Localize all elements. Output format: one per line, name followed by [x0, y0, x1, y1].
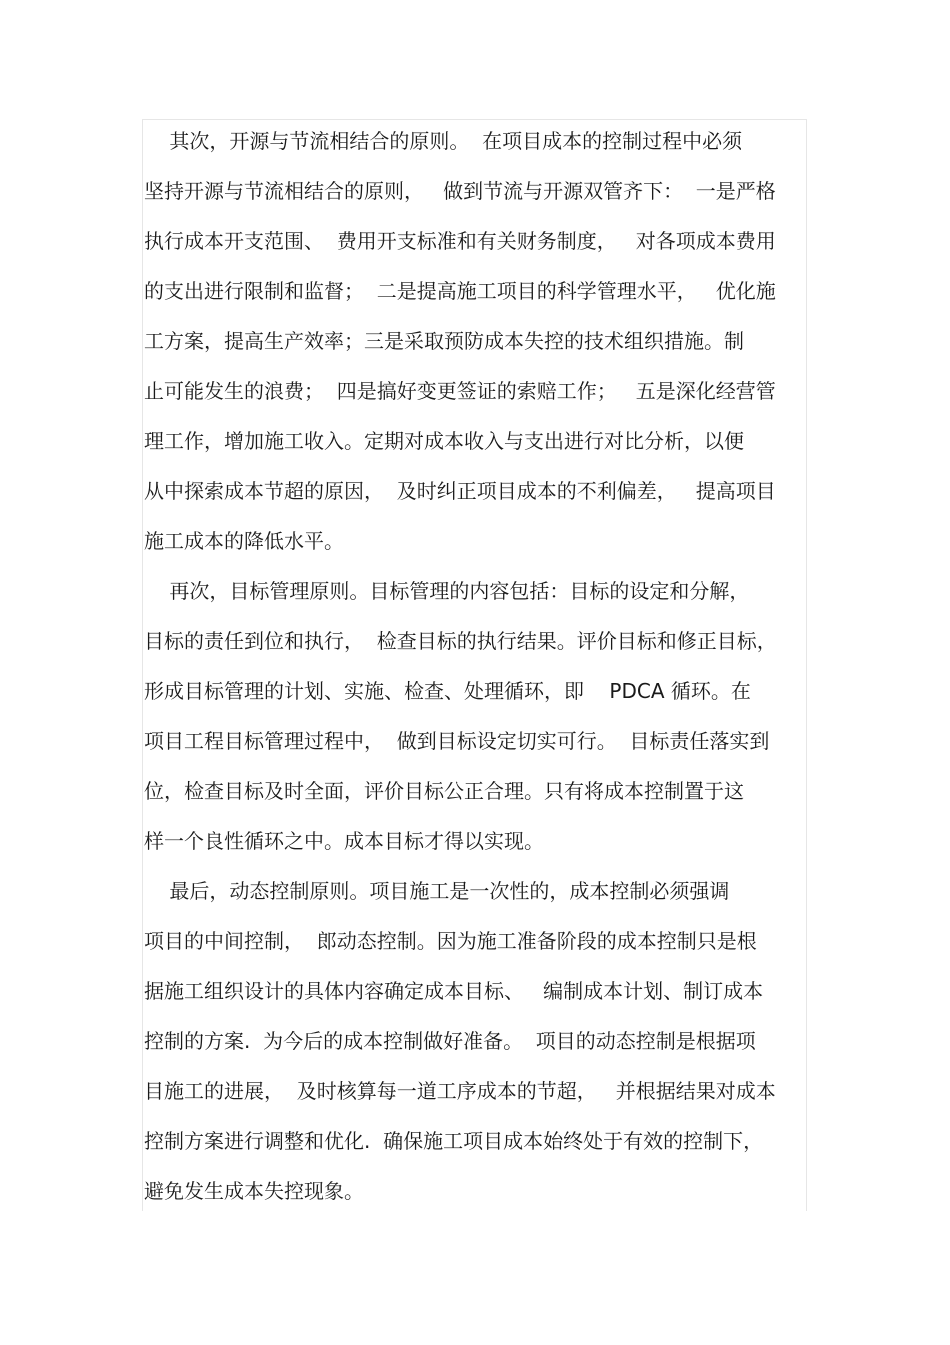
text-line: 位，检查目标及时全面，评价目标公正合理。只有将成本控制置于这: [144, 779, 744, 803]
text-line: 控制方案进行调整和优化. 确保施工项目成本始终处于有效的控制下，: [144, 1129, 764, 1153]
text-line: 样一个良性循环之中。成本目标才得以实现。: [144, 829, 544, 853]
text-line: 项目工程目标管理过程中， 做到目标设定切实可行。 目标责任落实到: [144, 729, 770, 753]
text-line: 目施工的进展， 及时核算每一道工序成本的节超， 并根据结果对成本: [144, 1079, 776, 1103]
text-line: 目标的责任到位和执行， 检查目标的执行结果。评价目标和修正目标，: [144, 629, 777, 653]
text-line: 止可能发生的浪费； 四是搞好变更签证的索赔工作； 五是深化经营管: [144, 379, 776, 403]
text-line: 据施工组织设计的具体内容确定成本目标、 编制成本计划、制订成本: [144, 979, 764, 1003]
text-line: 施工成本的降低水平。: [144, 529, 344, 553]
text-line: 避免发生成本失控现象。: [144, 1179, 364, 1203]
text-line: 执行成本开支范围、 费用开支标准和有关财务制度， 对各项成本费用: [144, 229, 776, 253]
document-body: [144, 116, 804, 1216]
text-line: 项目的中间控制， 郎动态控制。因为施工准备阶段的成本控制只是根: [144, 929, 757, 953]
text-line: 从中探索成本节超的原因， 及时纠正项目成本的不利偏差， 提高项目: [144, 479, 776, 503]
text-line: 的支出进行限制和监督； 二是提高施工项目的科学管理水平， 优化施: [144, 279, 776, 303]
text-line: 再次，目标管理原则。目标管理的内容包括：目标的设定和分解，: [144, 579, 750, 603]
text-line: 最后，动态控制原则。项目施工是一次性的，成本控制必须强调: [144, 879, 730, 903]
text-line: 其次，开源与节流相结合的原则。 在项目成本的控制过程中必须: [144, 129, 743, 153]
text-line: 理工作，增加施工收入。定期对成本收入与支出进行对比分析，以便: [144, 429, 744, 453]
text-line: 控制的方案. 为今后的成本控制做好准备。 项目的动态控制是根据项: [144, 1029, 756, 1053]
text-line: 坚持开源与节流相结合的原则， 做到节流与开源双管齐下： 一是严格: [144, 179, 776, 203]
text-line: 工方案，提高生产效率；三是采取预防成本失控的技术组织措施。制: [144, 329, 744, 353]
text-line: 形成目标管理的计划、实施、检查、处理循环，即 PDCA 循环。在: [144, 679, 751, 703]
